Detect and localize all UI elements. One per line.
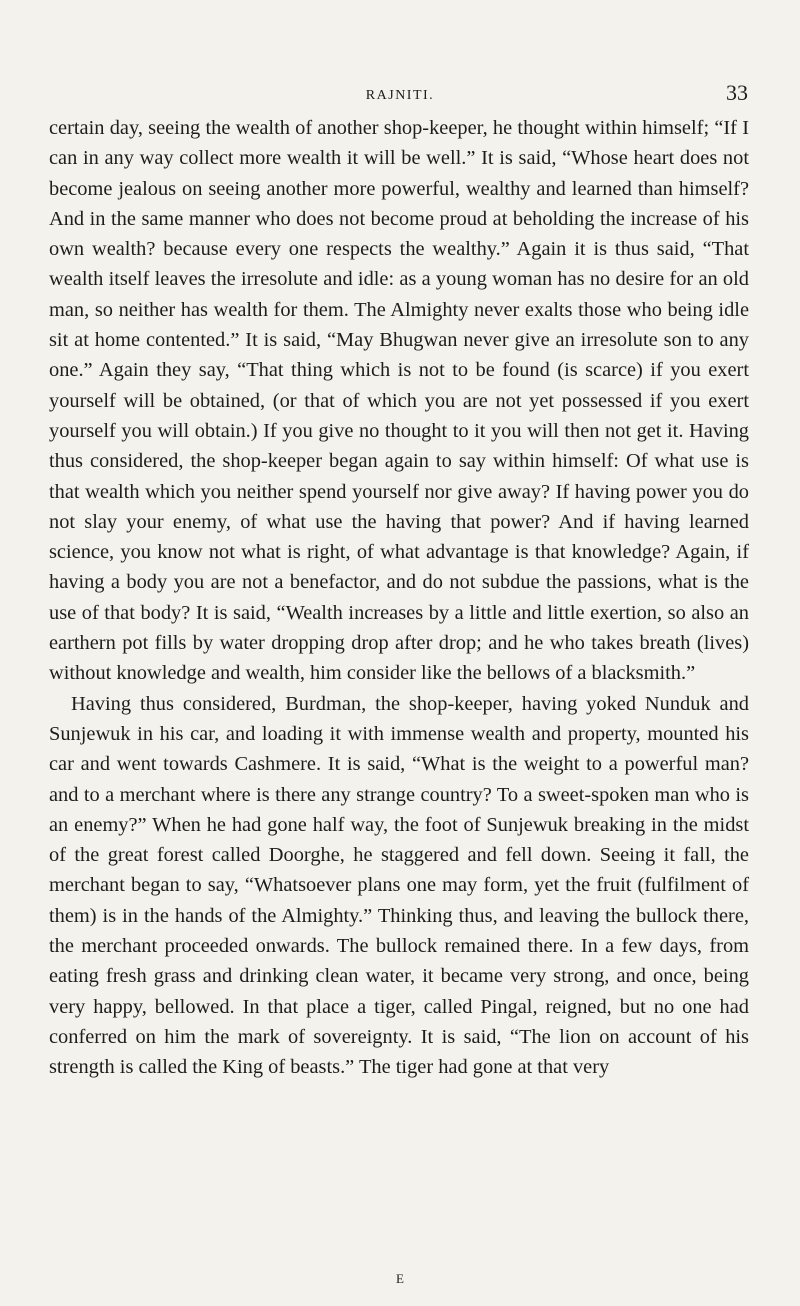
paragraph: Having thus considered, Burdman, the shop-keeper, having yoked Nunduk and Sunjewuk in his car, and loading it with immense wealth and property, mounted his car and went towards Cashmere. It is said, “What is the weight to a powerful man? and to a merchant where is there any strange country? To a sweet-spoken man who is an enemy?” When he had gone half way, the foot of Sunjewuk breaking in the midst of the great forest called Doorghe, he staggered and fell down. Seeing it fall, the merchant began to say, “Whatsoever plans one may form, yet the fruit (fulfilment of them) is in the hands of the Almighty.” Thinking thus, and leaving the bullock there, the merchant proceeded onwards. The bullock remained there. In a few days, from eating fresh grass and drinking clean water, it became very strong, and once, being very happy, bellowed. In that place a tiger, called Pingal, reigned, but no one had conferred on him the mark of sovereignty. It is said, “The lion on account of his strength is called the King of beasts.” The tiger had gone at that very bbox=[49, 692, 749, 1079]
signature-mark: E bbox=[396, 1271, 404, 1286]
running-head: RAJNITI. bbox=[365, 88, 435, 103]
body-text bbox=[49, 113, 749, 1083]
paragraph: certain day, seeing the wealth of another shop-keeper, he thought within himself; “If I can in any way collect more wealth it will be well.” It is said, “Whose heart does not become jealous on seeing another more powerful, wealthy and learned than himself? And in the same manner who does not become proud at beholding the increase of his own wealth? because every one respects the wealthy.” Again it is thus said, “That wealth itself leaves the irresolute and idle: as a young woman has no desire for an old man, so neither has wealth for them. The Almighty never exalts those who being idle sit at home contented.” It is said, “May Bhugwan never give an irresolute son to any one.” Again they say, “That thing which is not to be found (is scarce) if you exert yourself will be obtained, (or that of which you are not yet possessed if you exert yourself you will obtain.) If you give no thought to it you will then not get it. Having thus considered, the shop-keeper began again to say within himself: Of what use is that wealth which you neither spend yourself nor give away? If having power you do not slay your enemy, of what use the having that power? And if having learned science, you know not what is right, of what advantage is that knowledge? Again, if having a body you are not a benefactor, and do not subdue the passions, what is the use of that body? It is said, “Wealth increases by a little and little exertion, so also an earthern pot fills by water dropping drop after drop; and he who takes breath (lives) without knowledge and wealth, him consider like the bellows of a blacksmith.” bbox=[49, 117, 749, 685]
page-number: 33 bbox=[726, 80, 748, 105]
